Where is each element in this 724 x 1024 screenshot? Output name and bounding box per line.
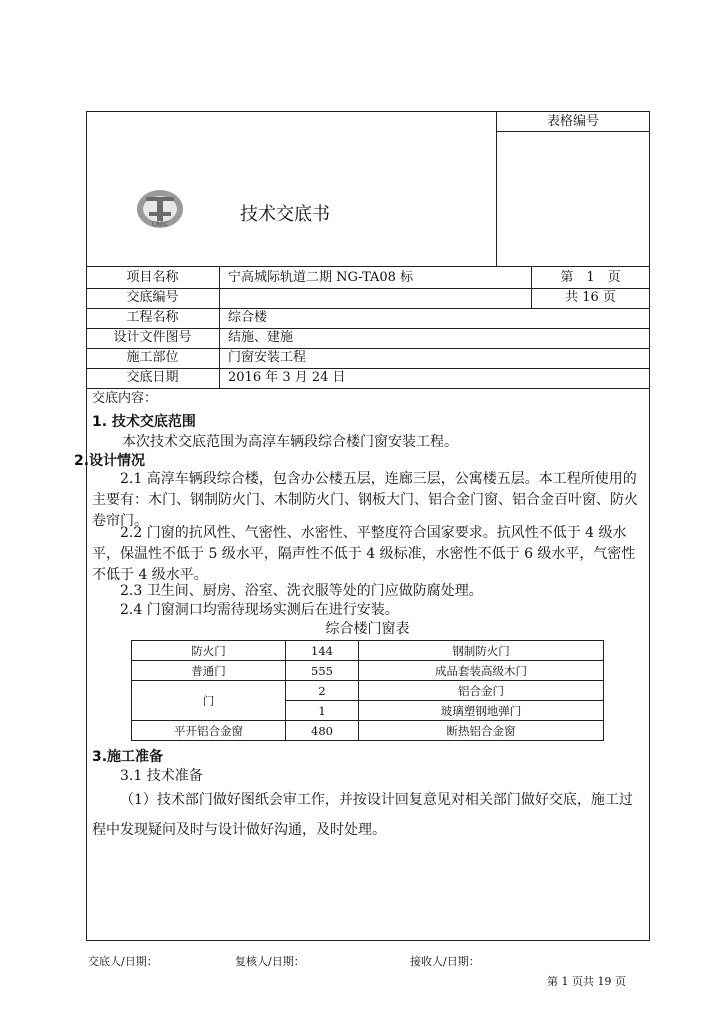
grid-line <box>86 348 650 349</box>
receiver-signature: 接收人/日期： <box>410 955 480 968</box>
grid-line <box>86 388 650 389</box>
value-project-name: 宁高城际轨道二期 NG-TA08 标 <box>228 270 414 285</box>
table-row <box>132 641 604 661</box>
header-divider <box>496 111 497 266</box>
table-cell-qty: 2 <box>286 681 359 701</box>
section-2-title: 2.设计情况 <box>74 453 146 469</box>
grid-line <box>86 308 650 309</box>
page-info: 第 1 页共 19 页 <box>547 975 626 988</box>
reviewer-signature: 复核人/日期： <box>235 955 305 968</box>
grid-line <box>86 368 650 369</box>
table-cell-type: 钢制防火门 <box>359 641 604 661</box>
table-cell-name: 平开铝合金窗 <box>132 721 286 741</box>
door-window-table <box>131 640 604 741</box>
table-row <box>132 661 604 681</box>
value-design-drawing: 结施、建施 <box>228 330 294 345</box>
section-1-title: 1. 技术交底范围 <box>92 414 196 430</box>
label-design-drawing: 设计文件图号 <box>113 330 192 345</box>
paragraph-2-1: 2.1 高淳车辆段综合楼，包含办公楼五层，连廊三层，公寓楼五层。本工程所使用的主要有：木门、钢制防火门、木制防火门、钢板大门、铝合金门窗、铝合金百叶窗、防火卷帘门。 <box>92 471 638 529</box>
door-table-title: 综合楼门窗表 <box>325 621 410 637</box>
grid-line <box>86 266 650 267</box>
table-cell-qty: 1 <box>286 701 359 721</box>
paragraph-3-1-1: （1）技术部门做好图纸会审工作，并按设计回复意见对相关部门做好交底，施工过程中发现疑问及时与设计做好沟通，及时处理。 <box>92 792 633 838</box>
paragraph-2-2: 2.2 门窗的抗风性、气密性、水密性、平整度符合国家要求。抗风性不低于 4 级水平，保温性不低于 5 级水平，隔声性不低于 4 级标准，水密性不低于 6 级水平，气密性不低于 4 级水平。 <box>92 525 636 583</box>
document-title: 技术交底书 <box>240 204 330 225</box>
paragraph-2-4: 2.4 门窗洞口均需待现场实测后在进行安装。 <box>120 602 399 618</box>
section-3-title: 3.施工准备 <box>92 749 164 765</box>
page-number-total: 共 16 页 <box>565 290 616 305</box>
table-cell-type: 玻璃塑钢地弹门 <box>359 701 604 721</box>
form-number-underline <box>496 131 650 132</box>
label-handover-date: 交底日期 <box>126 370 179 385</box>
table-cell-name: 普通门 <box>132 661 286 681</box>
label-construction-part: 施工部位 <box>126 350 179 365</box>
form-number-label: 表格编号 <box>546 114 599 129</box>
label-project-name: 项目名称 <box>126 270 179 285</box>
content-heading: 交底内容： <box>92 391 158 406</box>
table-cell-type: 铝合金门 <box>359 681 604 701</box>
table-row <box>132 681 604 701</box>
grid-line <box>219 266 220 388</box>
section-3-1-title: 3.1 技术准备 <box>120 768 203 784</box>
company-logo-icon <box>136 188 184 230</box>
submitter-signature: 交底人/日期： <box>88 955 158 968</box>
label-engineering-name: 工程名称 <box>126 310 179 325</box>
svg-text:CREC: CREC <box>151 221 169 228</box>
table-row <box>132 721 604 741</box>
table-cell-qty: 144 <box>286 641 359 661</box>
table-cell-type: 断热铝合金窗 <box>359 721 604 741</box>
table-cell-qty: 555 <box>286 661 359 681</box>
value-handover-date: 2016 年 3 月 24 日 <box>228 370 346 385</box>
paragraph-2-3: 2.3 卫生间、厨房、浴室、洗衣服等处的门应做防腐处理。 <box>120 583 483 599</box>
page-number-current: 第 1 页 <box>560 270 621 285</box>
value-engineering-name: 综合楼 <box>228 310 268 325</box>
label-handover-number: 交底编号 <box>126 290 179 305</box>
table-cell-name: 门 <box>132 681 286 721</box>
table-cell-type: 成品套装高级木门 <box>359 661 604 681</box>
grid-line <box>86 328 650 329</box>
grid-line <box>86 288 650 289</box>
table-cell-qty: 480 <box>286 721 359 741</box>
value-construction-part: 门窗安装工程 <box>228 350 307 365</box>
table-cell-name: 防火门 <box>132 641 286 661</box>
section-1-text: 本次技术交底范围为高淳车辆段综合楼门窗安装工程。 <box>122 434 458 450</box>
